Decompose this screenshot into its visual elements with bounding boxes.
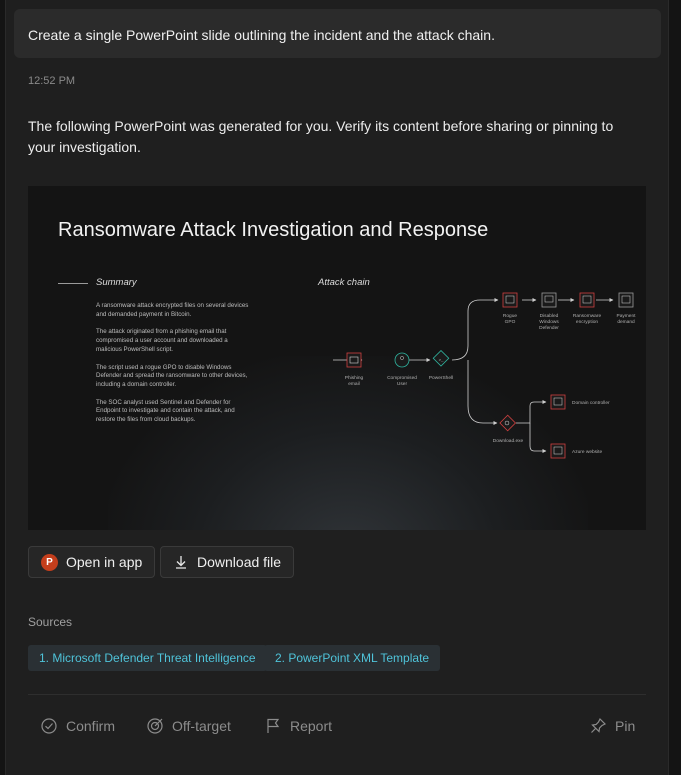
node-label: PowerShell <box>428 376 454 381</box>
summary-paragraph: A ransomware attack encrypted files on several devices and demanded payment in Bitcoin. <box>96 302 249 318</box>
lock-icon <box>580 293 594 307</box>
target-icon <box>146 717 164 735</box>
node-label: Rogue <box>502 314 518 319</box>
node-phishing-email <box>347 353 361 367</box>
shield-icon <box>542 293 556 307</box>
footer-divider <box>28 694 646 695</box>
node-label: Windows <box>539 320 559 325</box>
node-domain-controller <box>551 395 565 409</box>
node-label: Domain controller <box>572 401 610 406</box>
download-file-label: Download file <box>197 554 282 570</box>
summary-heading: Summary <box>96 277 137 288</box>
report-label: Report <box>290 718 333 734</box>
sources-label: Sources <box>28 615 73 629</box>
node-ransomware-encryption <box>580 293 594 307</box>
payment-icon <box>619 293 633 307</box>
check-circle-icon <box>40 717 58 735</box>
off-target-button[interactable] <box>146 716 231 736</box>
slide-preview[interactable] <box>28 186 646 530</box>
node-label: demand <box>617 320 635 325</box>
download-icon <box>173 554 189 570</box>
confirm-label: Confirm <box>66 718 116 734</box>
node-rogue-gpo <box>503 293 517 307</box>
open-in-app-button[interactable] <box>28 546 155 578</box>
download-file-button[interactable] <box>160 546 294 578</box>
summary-paragraph: The SOC analyst used Sentinel and Defender for Endpoint to investigate and contain the attack, and restore the files from cloud backups. <box>96 398 235 424</box>
node-label: encryption <box>575 320 599 325</box>
node-label: Azure website <box>572 450 603 455</box>
pin-button[interactable] <box>589 716 635 736</box>
node-label: GPO <box>504 320 516 325</box>
policy-icon <box>503 293 517 307</box>
summary-body <box>96 302 251 434</box>
message-timestamp: 12:52 PM <box>28 75 76 87</box>
response-text: The following PowerPoint was generated for you. Verify its content before sharing or pinning to your investigation. <box>28 118 614 155</box>
node-label: Download.exe <box>492 439 524 444</box>
attack-chain-heading: Attack chain <box>318 277 370 288</box>
node-label: User <box>396 382 408 387</box>
summary-paragraph: The script used a rogue GPO to disable Windows Defender and spread the ransomware to other devices, including a domain controller. <box>96 363 248 388</box>
node-label: Defender <box>539 326 559 331</box>
report-button[interactable] <box>264 716 332 736</box>
node-label: Compromised <box>387 376 417 381</box>
node-disabled-defender <box>542 293 556 307</box>
node-download-exe <box>500 415 516 431</box>
confirm-button[interactable] <box>40 716 115 736</box>
user-prompt-text: Create a single PowerPoint slide outlining the incident and the attack chain. <box>28 27 495 43</box>
globe-icon <box>551 444 565 458</box>
attack-chain-diagram <box>308 286 638 526</box>
pin-label: Pin <box>615 718 636 734</box>
svg-text:>_: >_ <box>438 359 444 363</box>
pin-icon <box>589 717 607 735</box>
summary-rule <box>58 283 88 284</box>
file-icon <box>500 415 516 431</box>
node-powershell <box>433 351 449 367</box>
source-chip-1[interactable]: 1. Microsoft Defender Threat Intelligence <box>28 645 267 671</box>
node-label: Phishing <box>344 376 364 381</box>
node-label: Ransomware <box>572 314 602 319</box>
flag-icon <box>264 717 282 735</box>
node-label: Payment <box>616 314 636 319</box>
node-label: Disabled <box>539 314 559 319</box>
node-label: email <box>348 382 360 387</box>
off-target-label: Off-target <box>172 718 231 734</box>
user-prompt-bubble <box>14 9 661 58</box>
open-in-app-label: Open in app <box>66 554 143 570</box>
summary-paragraph: The attack originated from a phishing email that compromised a user account and downloaded a malicious PowerShell script. <box>96 328 228 353</box>
source-chip-2[interactable]: 2. PowerPoint XML Template <box>264 645 440 671</box>
mail-icon <box>347 353 361 367</box>
powerpoint-icon: P <box>41 554 58 571</box>
node-azure-website <box>551 444 565 458</box>
node-compromised-user <box>395 353 409 367</box>
user-icon <box>395 353 409 367</box>
slide-title: Ransomware Attack Investigation and Response <box>58 219 489 241</box>
server-icon <box>551 395 565 409</box>
node-payment-demand <box>619 293 633 307</box>
